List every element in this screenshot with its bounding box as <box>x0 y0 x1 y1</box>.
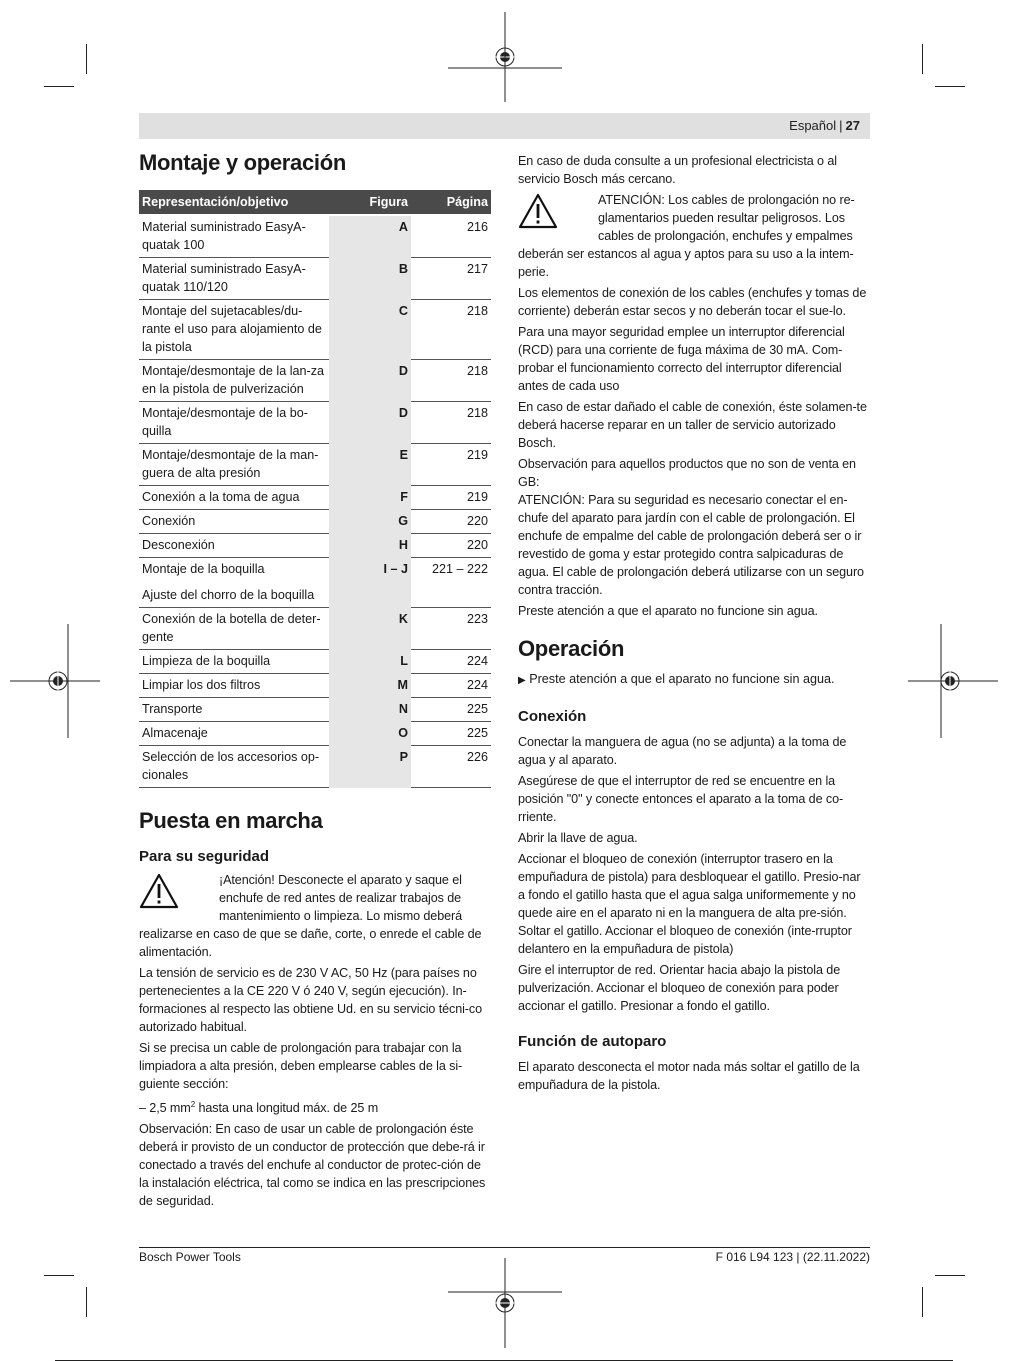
table-cell-representation <box>139 300 329 360</box>
table-row <box>139 402 491 444</box>
warning-triangle-icon <box>518 193 558 229</box>
crop-mark <box>922 1287 923 1317</box>
paragraph-gb-note: Observación para aquellos productos que no son de venta en GB: <box>518 457 856 489</box>
conexion-paragraph-4: Accionar el bloqueo de conexión (interruptor trasero en la empuñadura de pistola) para desbloquear el gatillo. Presio-nar a fondo el gatillo hasta que el agua salga uniformemente y no quede aire en el aparato ni en la manguera de alta pre-sión. Soltar el gatillo. Accionar el bloqueo de conexión (inte-rruptor delantero en la empuñadura de pistola) <box>518 852 861 956</box>
table-row <box>139 534 491 558</box>
table-row <box>139 698 491 722</box>
crop-mark <box>86 44 87 74</box>
table-cell-figure: D <box>329 402 411 444</box>
row-label: Almacenaje <box>142 726 208 740</box>
paragraph-doubt: En caso de duda consulte a un profesional electricista o al servicio Bosch más cercano. <box>518 154 837 186</box>
table-row <box>139 486 491 510</box>
table-cell-figure: G <box>329 510 411 534</box>
table-cell-figure: C <box>329 300 411 360</box>
table-cell-representation <box>139 674 329 698</box>
conexion-paragraph-1: Conectar la manguera de agua (no se adjunta) a la toma de agua y al aparato. <box>518 735 847 767</box>
subheading-safety: Para su seguridad <box>139 848 270 865</box>
table-cell-figure: M <box>329 674 411 698</box>
header-figure: Figura <box>329 190 411 215</box>
table-header-row <box>139 190 491 215</box>
table-cell-representation <box>139 402 329 444</box>
warning-block-1 <box>139 871 491 961</box>
table-row <box>139 558 491 608</box>
paragraph-connectors: Los elementos de conexión de los cables (enchufes y tomas de corriente) deberán estar secos y no deberán tocar el sue-lo. <box>518 286 867 318</box>
row-label: Montaje de la boquilla <box>142 562 265 576</box>
table-row <box>139 722 491 746</box>
row-label-secondary: Ajuste del chorro de la boquilla <box>142 588 315 602</box>
table-cell-page: 218 <box>411 402 491 444</box>
table-cell-representation <box>139 534 329 558</box>
dash-item-section: – 2,5 $mm^2$ hasta una longitud máx. de 25 m <box>139 1100 379 1116</box>
registration-mark-icon <box>10 624 100 738</box>
table-cell-page: 217 <box>411 258 491 300</box>
warning-text-2: ATENCIÓN: Los cables de prolongación no re-glamentarios pueden resultar peligrosos. Los cables de prolongación, enchufes y empalmes deberán ser estancos al agua y aptos para su uso a la intem-perie. <box>518 193 855 279</box>
paragraph-gb-attention: ATENCIÓN: Para su seguridad es necesario conectar el en-chufe del aparato para jardín con el cable de prolongación. El enchufe de empalme del cable de prolongación deberá ser o ir revestido de goma y estar protegido contra salpicaduras de agua. El cable de prolongación deberá utilizarse con un seguro contra tracción. <box>518 493 864 597</box>
conexion-paragraph-2: Asegúrese de que el interruptor de red se encuentre en la posición "0" y conecte entonces el aparato a la toma de co-rriente. <box>518 774 844 824</box>
table-row <box>139 258 491 300</box>
crop-mark <box>935 1275 965 1276</box>
row-label: Limpiar los dos filtros <box>142 678 261 692</box>
row-label: Conexión <box>142 514 196 528</box>
table-cell-figure: I – J <box>329 558 411 608</box>
paragraph-observation: Observación: En caso de usar un cable de prolongación éste deberá ir provisto de un conductor de protección que debe-rá ir conectado a través del enchufe al conductor de protec-ción de la instalación eléctrica, tal como se indica en las prescripciones de seguridad. <box>139 1122 486 1209</box>
table-cell-representation <box>139 608 329 650</box>
crop-mark <box>935 86 965 87</box>
table-row <box>139 650 491 674</box>
table-cell-representation <box>139 486 329 510</box>
row-label: Material suministrado EasyA-quatak 110/120 <box>142 262 306 294</box>
table-cell-page: 226 <box>411 746 491 788</box>
table-cell-figure: P <box>329 746 411 788</box>
row-label: Desconexión <box>142 538 215 552</box>
table-cell-representation <box>139 650 329 674</box>
table-cell-page: 225 <box>411 722 491 746</box>
table-cell-page: 219 <box>411 486 491 510</box>
table-cell-representation <box>139 558 329 608</box>
table-cell-representation <box>139 698 329 722</box>
paragraph-voltage: La tensión de servicio es de 230 V AC, 50 Hz (para países no pertenecientes a la CE 220 V ó 240 V, según ejecución). In-formaciones al respecto las obtiene Ud. en su servicio técni-co autorizado habitual. <box>139 966 482 1034</box>
table-cell-figure: K <box>329 608 411 650</box>
table-row <box>139 510 491 534</box>
section-title-puesta: Puesta en marcha <box>139 808 323 833</box>
table-cell-page: 219 <box>411 444 491 486</box>
conexion-paragraph-3: Abrir la llave de agua. <box>518 831 638 845</box>
header-page: Página <box>411 190 491 215</box>
left-column <box>139 150 491 1213</box>
row-label: Selección de los accesorios op-cionales <box>142 750 320 782</box>
paragraph-no-water: Preste atención a que el aparato no funcione sin agua. <box>518 604 818 618</box>
table-row <box>139 215 491 258</box>
table-cell-page: 221 – 222 <box>411 558 491 608</box>
bullet-triangle-icon: ▶ <box>518 675 526 686</box>
row-label: Transporte <box>142 702 203 716</box>
table-cell-figure: B <box>329 258 411 300</box>
paragraph-damaged-cable: En caso de estar dañado el cable de conexión, éste solamen-te deberá hacerse reparar en un taller de servicio autorizado Bosch. <box>518 400 867 450</box>
right-column <box>518 152 870 1097</box>
table-cell-figure: F <box>329 486 411 510</box>
table-cell-representation <box>139 360 329 402</box>
warning-block-2 <box>518 191 870 281</box>
table-row <box>139 674 491 698</box>
header-text: Español | 27 <box>789 118 860 133</box>
row-label: Limpieza de la boquilla <box>142 654 271 668</box>
table-cell-figure: H <box>329 534 411 558</box>
crop-mark <box>44 1275 74 1276</box>
subheading-autoparo: Función de autoparo <box>518 1033 667 1050</box>
table-cell-page: 216 <box>411 215 491 258</box>
table-cell-figure: N <box>329 698 411 722</box>
section-title-montaje: Montaje y operación <box>139 150 347 175</box>
crop-mark <box>86 1287 87 1317</box>
header-language: Español <box>789 118 837 133</box>
table-cell-figure: A <box>329 215 411 258</box>
table-cell-page: 224 <box>411 650 491 674</box>
table-cell-representation <box>139 722 329 746</box>
row-label: Montaje/desmontaje de la lan-za en la pistola de pulverización <box>142 364 325 396</box>
table-cell-figure: O <box>329 722 411 746</box>
table-row <box>139 746 491 788</box>
crop-mark <box>922 44 923 74</box>
table-cell-figure: E <box>329 444 411 486</box>
table-cell-figure: L <box>329 650 411 674</box>
row-label: Conexión a la toma de agua <box>142 490 300 504</box>
table-cell-page: 218 <box>411 300 491 360</box>
table-cell-representation <box>139 258 329 300</box>
table-cell-page: 220 <box>411 534 491 558</box>
row-label: Conexión de la botella de deter-gente <box>142 612 321 644</box>
row-label: Montaje/desmontaje de la bo-quilla <box>142 406 308 438</box>
row-label: Material suministrado EasyA-quatak 100 <box>142 220 306 252</box>
paragraph-rcd: Para una mayor seguridad emplee un interruptor diferencial (RCD) para una corriente de fuga máxima de 30 mA. Com-probar el funcionamiento correcto del interruptor diferencial antes de cada uso <box>518 325 845 393</box>
table-cell-figure: D <box>329 360 411 402</box>
table-row <box>139 608 491 650</box>
table-cell-page: 225 <box>411 698 491 722</box>
registration-mark-icon <box>448 1258 562 1348</box>
table-cell-representation <box>139 215 329 258</box>
bullet-item <box>518 670 870 690</box>
footer-doc-id: F 016 L94 123 | (22.11.2022) <box>715 1250 870 1264</box>
warning-text-1: ¡Atención! Desconecte el aparato y saque el enchufe de red antes de realizar trabajos de mantenimiento o limpieza. Lo mismo deberá realizarse en caso de que se dañe, corte, o enrede el cable de alimentación. <box>139 873 482 959</box>
row-label: Montaje del sujetacables/du-rante el uso para alojamiento de la pistola <box>142 304 322 354</box>
warning-triangle-icon <box>139 873 179 909</box>
bullet-text: Preste atención a que el aparato no funcione sin agua. <box>529 672 835 686</box>
table-cell-page: 223 <box>411 608 491 650</box>
autoparo-paragraph: El aparato desconecta el motor nada más soltar el gatillo de la empuñadura de la pistola. <box>518 1060 860 1092</box>
table-row <box>139 444 491 486</box>
row-label: Montaje/desmontaje de la man-guera de alta presión <box>142 448 319 480</box>
table-cell-page: 224 <box>411 674 491 698</box>
paragraph-extension: Si se precisa un cable de prolongación para trabajar con la limpiadora a alta presión, deben emplearse cables de la si-guiente sección: <box>139 1041 463 1091</box>
header-representation: Representación/objetivo <box>139 190 329 215</box>
table-cell-representation <box>139 746 329 788</box>
conexion-paragraph-5: Gire el interruptor de red. Orientar hacia abajo la pistola de pulverización. Accionar el bloqueo de conexión para poder accionar el gatillo. Presionar a fondo el gatillo. <box>518 963 841 1013</box>
table-row <box>139 360 491 402</box>
footer-rule <box>139 1247 870 1248</box>
table-cell-representation <box>139 510 329 534</box>
table-cell-page: 218 <box>411 360 491 402</box>
table-row <box>139 300 491 360</box>
subheading-conexion: Conexión <box>518 708 587 725</box>
table-cell-representation <box>139 444 329 486</box>
section-title-operacion: Operación <box>518 636 625 661</box>
assembly-table <box>139 190 491 788</box>
table-cell-page: 220 <box>411 510 491 534</box>
footer-brand: Bosch Power Tools <box>139 1250 241 1264</box>
page-header <box>139 113 870 139</box>
registration-mark-icon <box>908 624 998 738</box>
registration-mark-icon <box>448 12 562 102</box>
crop-mark <box>44 86 74 87</box>
page-number: 27 <box>845 118 860 133</box>
table-body <box>139 215 491 788</box>
